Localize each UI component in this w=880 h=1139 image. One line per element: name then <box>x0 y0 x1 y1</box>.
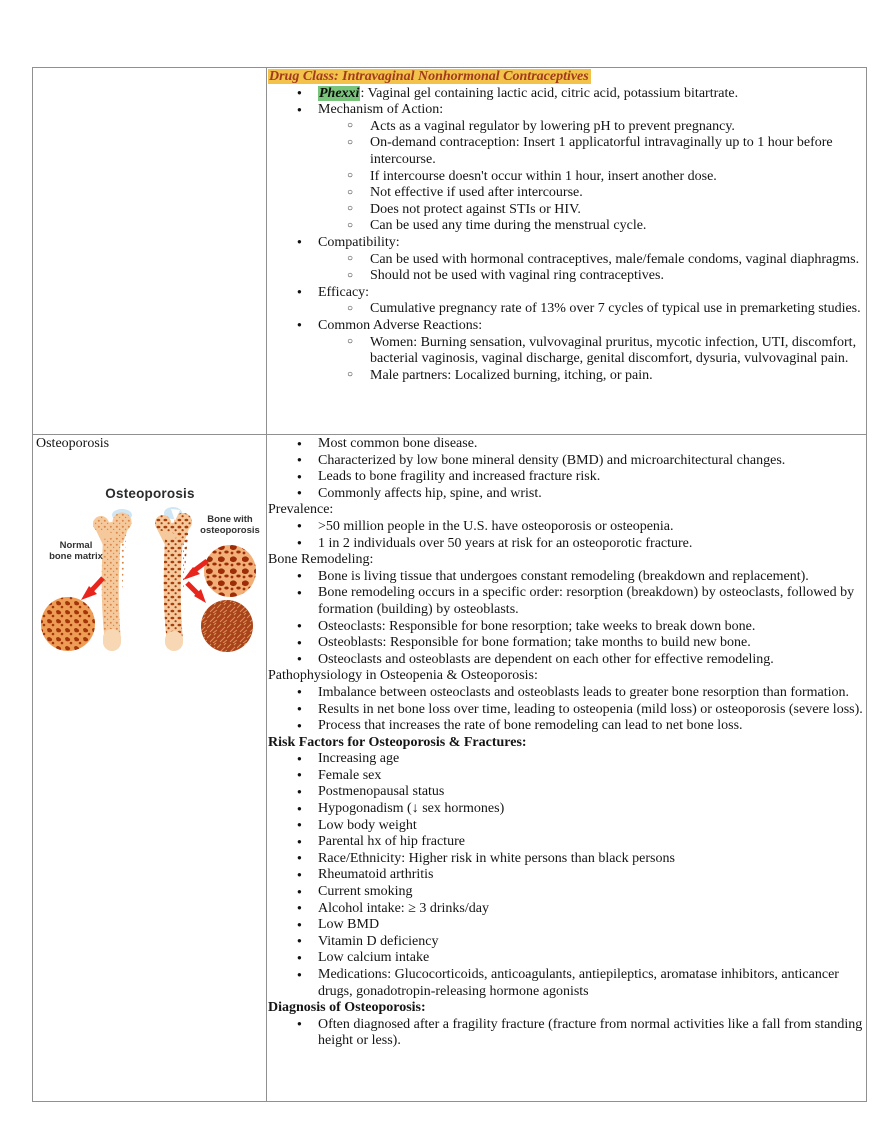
osteo-matrix-circle-bottom <box>201 600 253 652</box>
subheading-bone-remodeling: Bone Remodeling: <box>268 552 374 568</box>
bullet-item: ● Osteoclasts and osteoblasts are dependent on each other for effective remodeling. <box>268 652 866 669</box>
cell-drug-class-topic-empty <box>33 68 267 434</box>
bullet-item: ● Commonly affects hip, spine, and wrist. <box>268 486 866 503</box>
bullet-item: ● Increasing age <box>268 751 866 768</box>
bullet-item: ● Most common bone disease. <box>268 436 866 453</box>
section-label-adverse-reactions: ● Common Adverse Reactions: <box>268 318 866 335</box>
phexxi-desc: : Vaginal gel containing lactic acid, citric acid, potassium bitartrate. <box>360 85 739 101</box>
bullet-item: ● Process that increases the rate of bone remodeling can lead to net bone loss. <box>268 718 866 735</box>
subheading-pathophysiology: Pathophysiology in Osteopenia & Osteoporosis: <box>268 668 538 684</box>
phexxi-line <box>268 86 866 103</box>
bullet-item: ● Bone remodeling occurs in a specific order: resorption (breakdown) by osteoclasts, followed by formation (building) by osteoblasts. <box>268 585 866 618</box>
sub-item: ○ Can be used with hormonal contraceptives, male/female condoms, vaginal diaphragms. <box>268 252 866 269</box>
sub-item: ○ If intercourse doesn't occur within 1 hour, insert another dose. <box>268 169 866 186</box>
normal-matrix-circle <box>41 597 95 651</box>
bullet-item: ● Low body weight <box>268 818 866 835</box>
sub-item: ○ Acts as a vaginal regulator by lowering pH to prevent pregnancy. <box>268 119 866 136</box>
sub-item: ○ Cumulative pregnancy rate of 13% over 7 cycles of typical use in premarketing studies. <box>268 301 866 318</box>
table-row-osteoporosis <box>33 434 866 1101</box>
osteo-matrix-circle-top <box>204 545 256 597</box>
section-label-efficacy: ● Efficacy: <box>268 285 866 302</box>
sub-item: ○ Not effective if used after intercourse. <box>268 185 866 202</box>
figure-title: Osteoporosis <box>105 485 195 501</box>
bullet-item: ● Leads to bone fragility and increased fracture risk. <box>268 469 866 486</box>
bullet-item: ● Low BMD <box>268 917 866 934</box>
sub-item: ○ Does not protect against STIs or HIV. <box>268 202 866 219</box>
sub-item: ○ On-demand contraception: Insert 1 applicatorful intravaginally up to 1 hour before intercourse. <box>268 135 866 168</box>
bullet-item: ● >50 million people in the U.S. have osteoporosis or osteopenia. <box>268 519 866 536</box>
sub-item: ○ Male partners: Localized burning, itching, or pain. <box>268 368 866 385</box>
bullet-item: ● Rheumatoid arthritis <box>268 867 866 884</box>
topic-label: Osteoporosis <box>36 436 110 451</box>
figure-label-normal-bone: Normal bone matrix <box>49 539 103 563</box>
bullet-item: ● Race/Ethnicity: Higher risk in white persons than black persons <box>268 851 866 868</box>
figure-label-osteoporosis-bone: Bone with osteoporosis <box>200 513 260 537</box>
bullet-item: ● Current smoking <box>268 884 866 901</box>
bullet-item: ● Characterized by low bone mineral density (BMD) and microarchitectural changes. <box>268 453 866 470</box>
osteoporosis-figure <box>37 483 263 675</box>
osteoporosis-figure-graphic <box>37 483 263 675</box>
bullet-item: ● Parental hx of hip fracture <box>268 834 866 851</box>
subheading-risk-factors: Risk Factors for Osteoporosis & Fractures: <box>268 734 527 750</box>
bullet-item: ● Female sex <box>268 768 866 785</box>
cell-drug-class-content <box>267 68 866 434</box>
sub-item: ○ Should not be used with vaginal ring contraceptives. <box>268 268 866 285</box>
drug-class-heading: Drug Class: Intravaginal Nonhormonal Contraceptives <box>269 69 589 84</box>
bullet-item: ● Alcohol intake: ≥ 3 drinks/day <box>268 901 866 918</box>
bullet-item: ● Osteoblasts: Responsible for bone formation; take months to build new bone. <box>268 635 866 652</box>
red-arrow-icons <box>81 561 207 603</box>
bullet-item: ● Often diagnosed after a fragility fracture (fracture from normal activities like a fall from standing height or less). <box>268 1017 866 1050</box>
sub-item: ○ Women: Burning sensation, vulvovaginal pruritus, mycotic infection, UTI, discomfort, bacterial vaginosis, vaginal discharge, genital discomfort, dysuria, vulvovaginal pain. <box>268 335 866 368</box>
bullet-item: ● Medications: Glucocorticoids, anticoagulants, antiepileptics, aromatase inhibitors, anticancer drugs, gonadotropin-releasing hormone agonists <box>268 967 866 1000</box>
bullet-item: ● Vitamin D deficiency <box>268 934 866 951</box>
section-label-mechanism: ● Mechanism of Action: <box>268 102 866 119</box>
bullet-item: ● Hypogonadism (↓ sex hormones) <box>268 801 866 818</box>
phexxi-brand: Phexxi <box>319 85 360 101</box>
bullet-item: ● Results in net bone loss over time, leading to osteopenia (mild loss) or osteoporosis (severe loss). <box>268 702 866 719</box>
drug-class-heading-line <box>268 69 866 86</box>
bullet-item: ● Imbalance between osteoclasts and osteoblasts leads to greater bone resorption than formation. <box>268 685 866 702</box>
bullet-item: ● Postmenopausal status <box>268 784 866 801</box>
bullet-item: ● Osteoclasts: Responsible for bone resorption; take weeks to break down bone. <box>268 619 866 636</box>
table-row-drug-class <box>33 68 866 434</box>
notes-table <box>32 67 867 1102</box>
subheading-diagnosis: Diagnosis of Osteoporosis: <box>268 1000 426 1016</box>
subheading-prevalence: Prevalence: <box>268 502 334 518</box>
bullet-item: ● Bone is living tissue that undergoes constant remodeling (breakdown and replacement). <box>268 569 866 586</box>
cell-osteoporosis-content <box>267 435 866 1101</box>
osteoporotic-bone-graphic <box>155 507 192 651</box>
section-label-compatibility: ● Compatibility: <box>268 235 866 252</box>
bullet-item: ● 1 in 2 individuals over 50 years at risk for an osteoporotic fracture. <box>268 536 866 553</box>
cell-osteoporosis-topic <box>33 435 267 1101</box>
sub-item: ○ Can be used any time during the menstrual cycle. <box>268 218 866 235</box>
bullet-item: ● Low calcium intake <box>268 950 866 967</box>
